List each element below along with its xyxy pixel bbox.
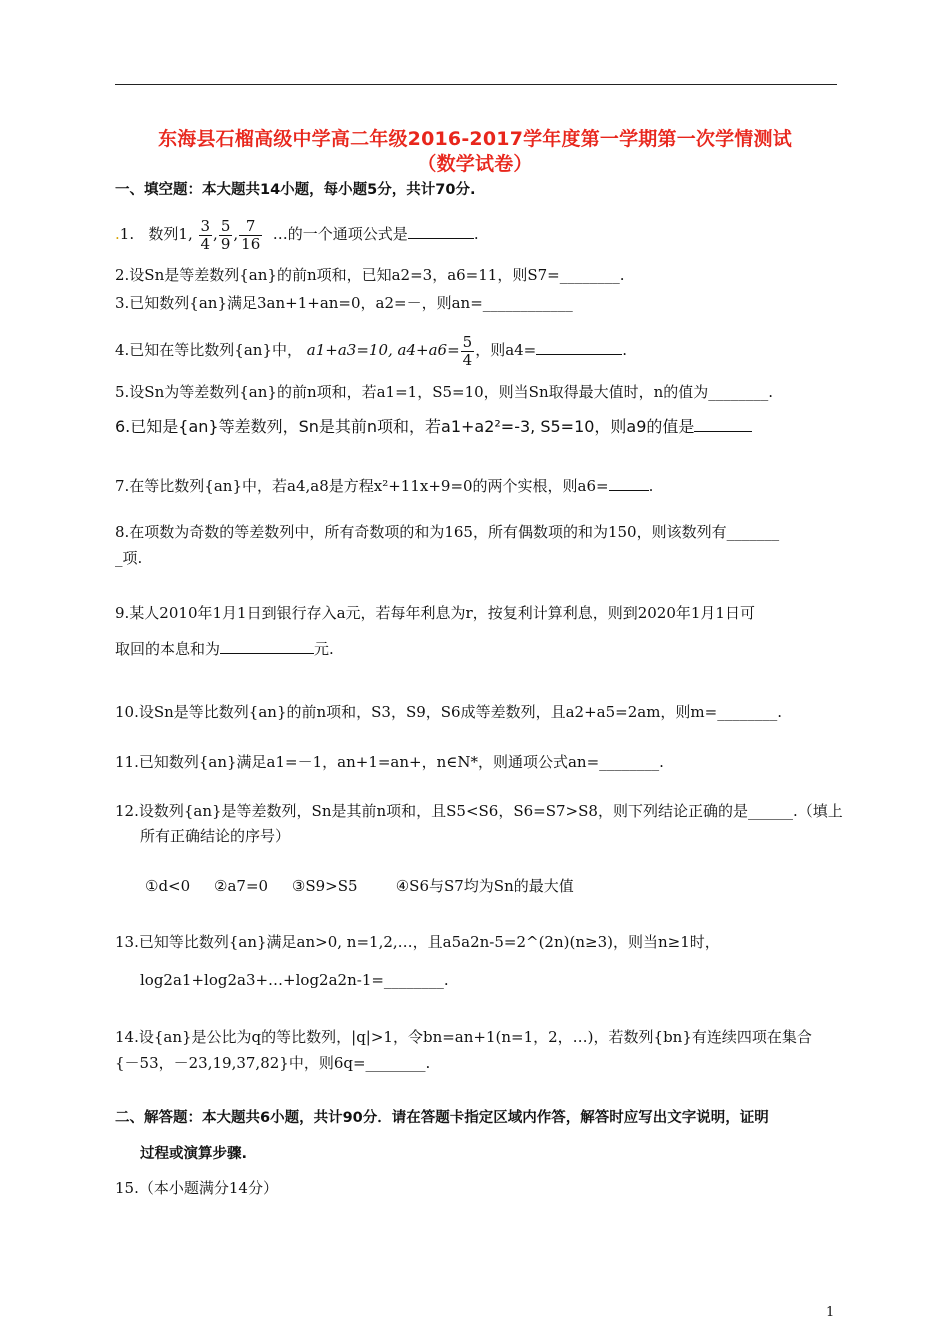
question-14-line1: 14.设{an}是公比为q的等比数列，|q|>1，令bn=an+1(n=1，2，…)，若数列{bn}有连续四项在集合	[115, 1028, 812, 1046]
q4-prefix: 4.已知在等比数列{an}中，	[115, 341, 303, 359]
option-4: ④S6与S7均为Sn的最大值	[395, 877, 574, 895]
q1-number: 1.	[119, 225, 135, 243]
exam-subtitle: （数学试卷）	[417, 153, 533, 175]
question-9-line2	[115, 639, 837, 659]
header-rule	[115, 84, 837, 85]
section1-heading: 一、填空题：本大题共14小题，每小题5分，共计70分.	[115, 182, 476, 198]
question-8-line2: _项.	[115, 549, 143, 567]
q1-fraction-1: $\frac{3}{4}$	[200, 216, 211, 253]
question-12-options	[145, 876, 867, 896]
q4-suffix: ，则a4=	[475, 341, 537, 359]
q4-expression: a1+a3=10, a4+a6=	[306, 341, 460, 359]
question-15: 15.（本小题满分14分）	[115, 1179, 278, 1197]
question-13-line2: log2a1+log2a3+…+log2a2n-1=________.	[140, 971, 449, 989]
exam-title: 东海县石榴高级中学高二年级2016-2017学年度第一学期第一次学情测试	[158, 128, 792, 150]
q9-suffix: 元.	[314, 640, 334, 658]
q4-fraction: $\frac{5}{4}$	[462, 332, 473, 369]
answer-blank	[536, 340, 622, 355]
answer-blank	[408, 224, 474, 239]
q1-fraction-2: $\frac{5}{9}$	[220, 216, 231, 253]
option-1: ①d<0	[145, 877, 191, 895]
question-8-line1: 8.在项数为奇数的等差数列中，所有奇数项的和为165，所有偶数项的和为150，则该数列有_______	[115, 523, 780, 541]
question-14-line2: {－53，－23,19,37,82}中，则6q=________.	[115, 1054, 431, 1072]
question-1: .1. 数列1, $\frac{3}{4}$ , $\frac{5}{9}$ , $\frac{7}{16}$ …的一个通项公式是 .	[115, 216, 479, 253]
section2-heading-line2: 过程或演算步骤.	[140, 1146, 248, 1162]
question-6	[115, 417, 837, 437]
q1-prefix: 数列1,	[148, 225, 193, 243]
section2-heading-line1: 二、解答题：本大题共6小题，共计90分．请在答题卡指定区域内作答，解答时应写出文字说明，证明	[115, 1110, 769, 1126]
q1-end: .	[473, 225, 479, 243]
question-7: 7.在等比数列{an}中，若a4,a8是方程x²+11x+9=0的两个实根，则a6= .	[115, 477, 654, 495]
question-12-line2: 所有正确结论的序号）	[140, 827, 291, 845]
option-2: ②a7=0	[214, 877, 269, 895]
q7-text: 7.在等比数列{an}中，若a4,a8是方程x²+11x+9=0的两个实根，则a6=	[115, 477, 609, 495]
q6-text: 6.已知是{an}等差数列，Sn是其前n项和，若a1+a2²=-3, S5=10，则a9的值是	[115, 417, 695, 436]
question-10: 10.设Sn是等比数列{an}的前n项和，S3，S9，S6成等差数列，且a2+a5=2am，则m=________.	[115, 703, 782, 721]
answer-blank	[220, 639, 314, 654]
q1-fraction-3: $\frac{7}{16}$	[241, 216, 261, 253]
q1-suffix: …的一个通项公式是	[272, 225, 408, 243]
option-3: ③S9>S5	[291, 877, 358, 895]
q4-end: .	[622, 341, 628, 359]
answer-blank	[609, 476, 649, 491]
question-4	[115, 330, 837, 370]
question-12-line1: 12.设数列{an}是等差数列，Sn是其前n项和，且S5<S6，S6=S7>S8，则下列结论正确的是______.（填上	[115, 802, 843, 820]
page-number: 1	[826, 1305, 835, 1320]
q9-prefix: 取回的本息和为	[115, 640, 221, 658]
question-2: 2.设Sn是等差数列{an}的前n项和，已知a2=3，a6=11，则S7=________.	[115, 266, 625, 284]
question-11: 11.已知数列{an}满足a1=－1，an+1=an+，n∈N*，则通项公式an=________.	[115, 753, 664, 771]
answer-blank	[694, 417, 752, 432]
question-3: 3.已知数列{an}满足3an+1+an=0，a2=－，则an=____________	[115, 294, 573, 312]
question-13-line1: 13.已知等比数列{an}满足an>0, n=1,2,…，且a5a2n-5=2^(2n)(n≥3)，则当n≥1时，	[115, 933, 720, 951]
question-9-line1: 9.某人2010年1月1日到银行存入a元，若每年利息为r，按复利计算利息，则到2020年1月1日可	[115, 604, 755, 622]
question-5: 5.设Sn为等差数列{an}的前n项和，若a1=1，S5=10，则当Sn取得最大值时，n的值为________.	[115, 383, 774, 401]
